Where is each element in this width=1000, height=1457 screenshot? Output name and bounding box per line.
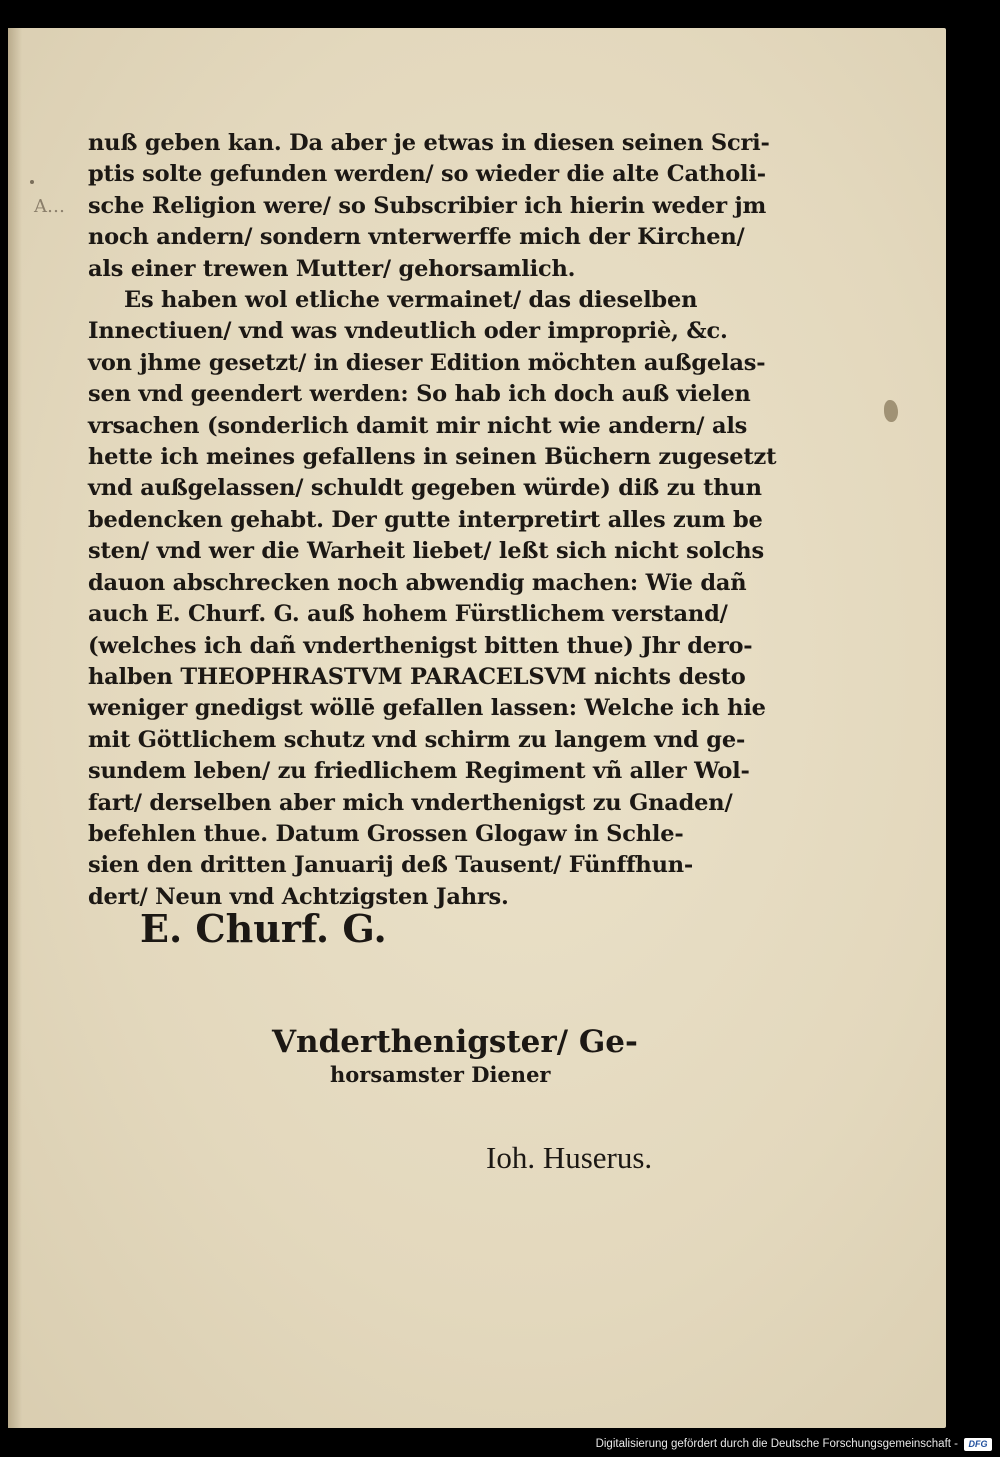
ink-dot (30, 180, 34, 184)
text-line: auch E. Churf. G. auß hohem Fürstlichem verstand/ (88, 601, 728, 628)
text-line: Es haben wol etliche vermainet/ das dieselben (124, 287, 698, 314)
body-text (88, 128, 777, 913)
text-line: halben THEOPHRASTVM PARACELSVM nichts desto (88, 663, 746, 690)
signature-line-2: horsamster Diener (330, 1062, 551, 1087)
funding-notice: Digitalisierung gefördert durch die Deutsche Forschungsgemeinschaft - (595, 1438, 958, 1450)
text-line: sundem leben/ zu friedlichem Regiment vñ aller Wol- (88, 758, 750, 785)
text-line: weniger gnedigst wöllē gefallen lassen: Welche ich hie (88, 695, 766, 722)
footer-bar (0, 1434, 1000, 1457)
margin-annotation: A… (34, 196, 65, 217)
text-line: (welches ich dañ vnderthenigst bitten thue) Jhr dero- (88, 632, 753, 659)
text-line: von jhme gesetzt/ in dieser Edition möchten außgelas- (88, 349, 766, 376)
text-line: bedencken gehabt. Der gutte interpretirt alles zum be (88, 506, 763, 533)
page-stain (884, 400, 898, 422)
salutation: E. Churf. G. (140, 906, 387, 951)
signature-line-1: Vnderthenigster/ Ge- (272, 1024, 638, 1060)
text-line: mit Göttlichem schutz vnd schirm zu langem vnd ge- (88, 726, 746, 753)
text-line: nuß geben kan. Da aber je etwas in diesen seinen Scri- (88, 130, 770, 156)
text-line: noch andern/ sondern vnterwerffe mich der Kirchen/ (88, 224, 745, 251)
text-line: sien den dritten Januarij deß Tausent/ Fünffhun- (88, 852, 694, 879)
text-line: als einer trewen Mutter/ gehorsamlich. (88, 255, 576, 282)
text-line: vnd außgelassen/ schuldt gegeben würde) diß zu thun (88, 475, 762, 502)
text-line: sen vnd geendert werden: So hab ich doch auß vielen (88, 381, 751, 408)
text-line: befehlen thue. Datum Grossen Glogaw in Schle- (88, 820, 684, 847)
text-line: dauon abschrecken noch abwendig machen: Wie dañ (88, 569, 747, 596)
signature-name: Ioh. Huserus. (486, 1140, 653, 1175)
text-line: hette ich meines gefallens in seinen Büchern zugesetzt (88, 444, 777, 471)
text-line: fart/ derselben aber mich vnderthenigst zu Gnaden/ (88, 789, 733, 816)
text-line: vrsachen (sonderlich damit mir nicht wie andern/ als (88, 412, 748, 439)
dfg-logo[interactable]: DFG (964, 1438, 992, 1451)
text-line: Innectiuen/ vnd was vndeutlich oder impropriè, &c. (88, 318, 728, 345)
text-line: ptis solte gefunden werden/ so wieder die alte Catholi- (88, 161, 766, 188)
text-line: sten/ vnd wer die Warheit liebet/ leßt sich nicht solchs (88, 538, 764, 565)
page-gutter-shadow (8, 28, 22, 1428)
text-line: sche Religion were/ so Subscribier ich hierin weder jm (88, 192, 767, 219)
text-line: dert/ Neun vnd Achtzigsten Jahrs. (88, 883, 509, 910)
